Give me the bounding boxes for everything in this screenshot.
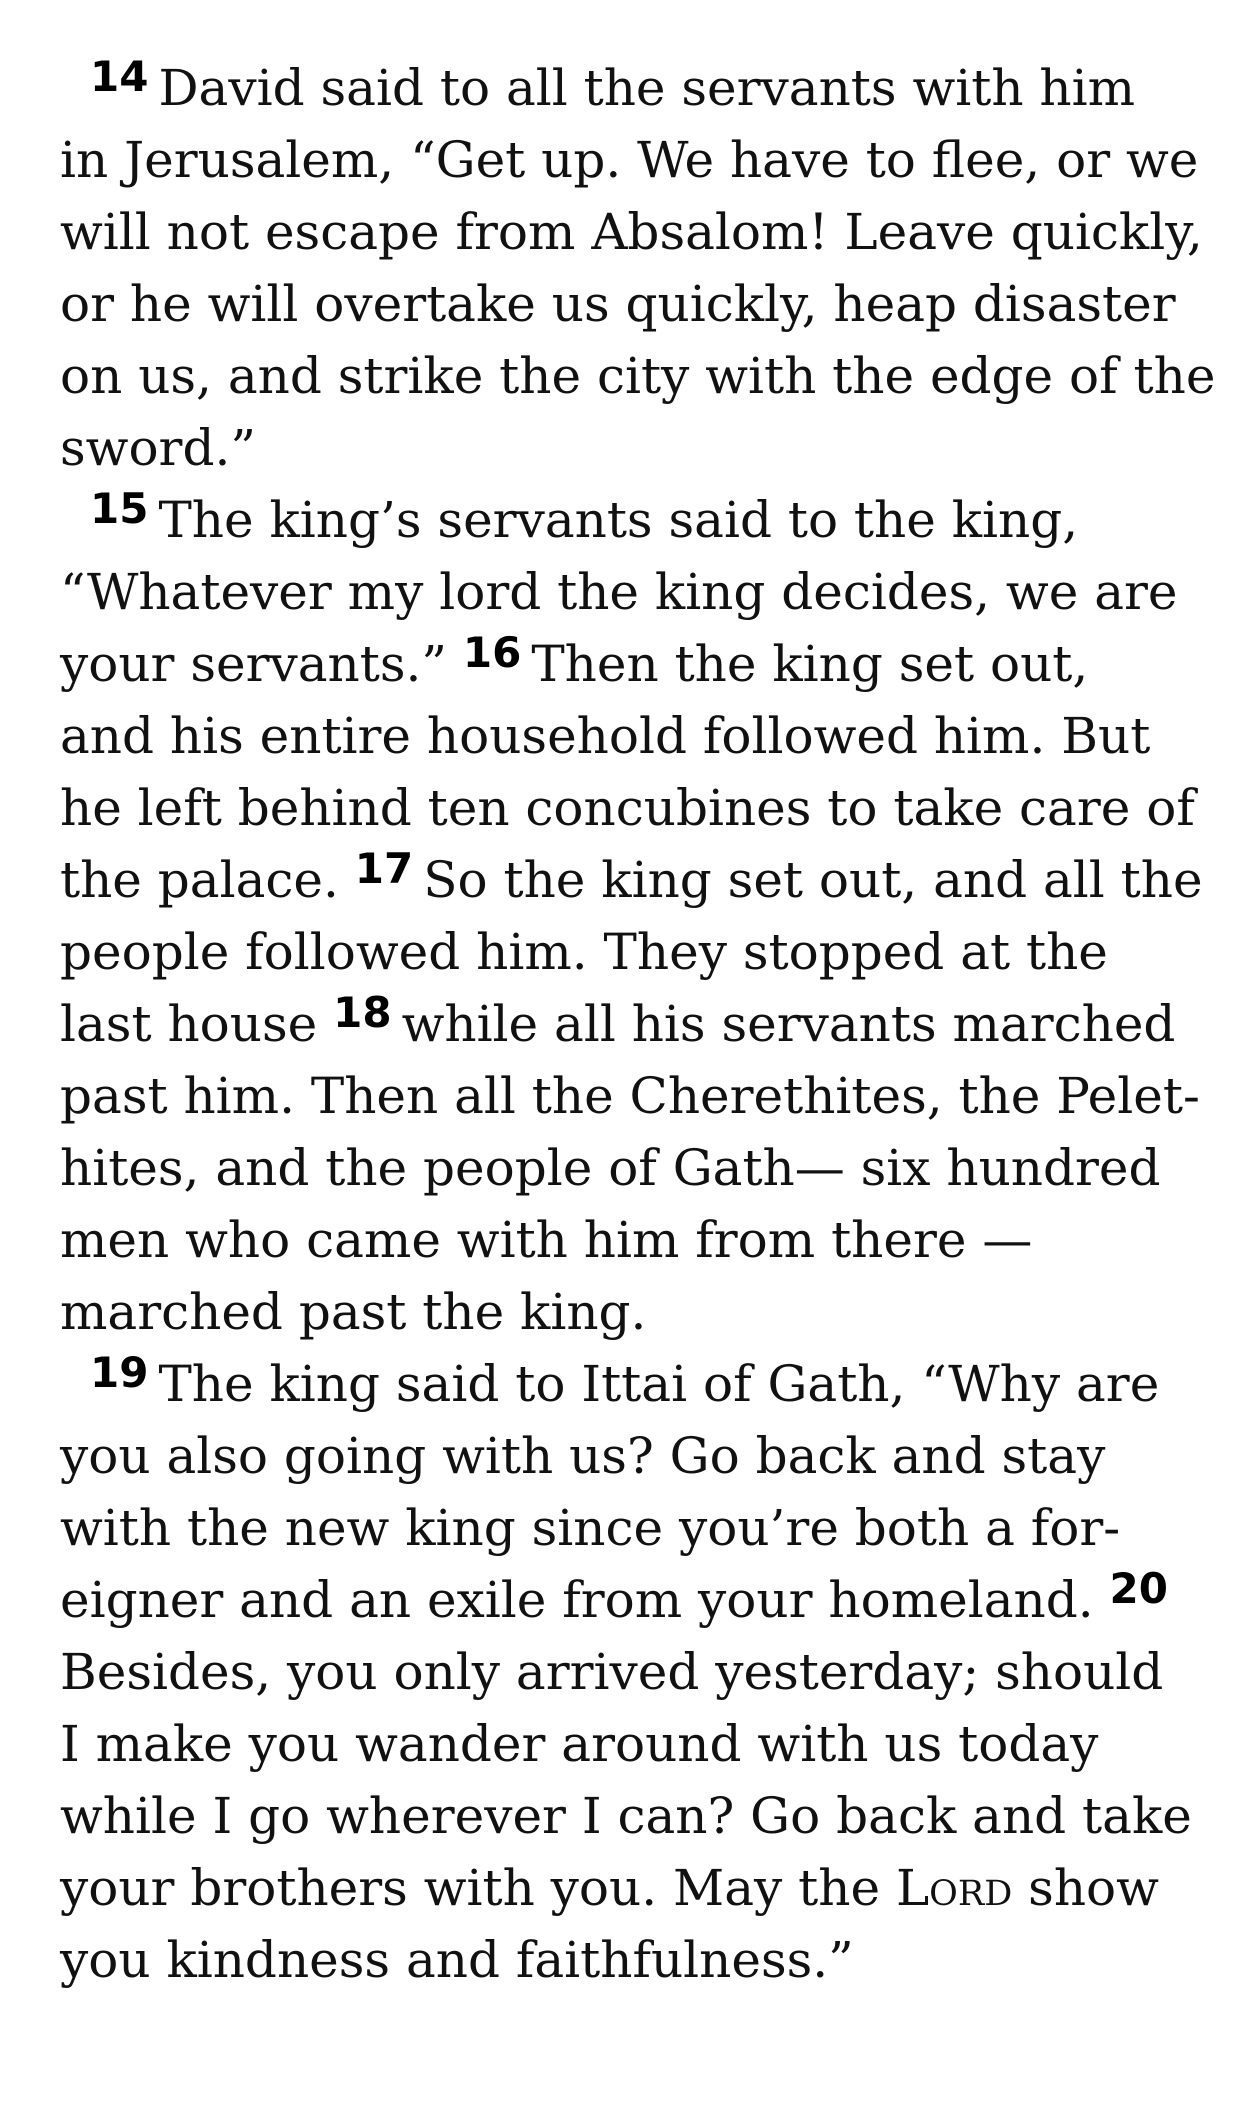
- verse-number: 14: [90, 52, 149, 101]
- verse-text: with the new king since you’re both a for-: [60, 1499, 1121, 1557]
- verse-text: your brothers with you. May the: [60, 1859, 881, 1917]
- text-line: [60, 1780, 1200, 1852]
- text-line: [60, 484, 1200, 556]
- verse-text: sword.”: [60, 419, 256, 477]
- verse-number: 17: [354, 844, 414, 893]
- text-line: [60, 52, 1200, 124]
- verse-text: people followed him. They stopped at the: [60, 923, 1108, 981]
- verse-text: men who came with him from there —: [60, 1211, 1033, 1269]
- text-line: [60, 628, 1200, 700]
- verse-text: your servants.”: [60, 635, 447, 693]
- verse-text: or he will overtake us quickly, heap disaster: [60, 275, 1176, 333]
- text-line: [60, 268, 1200, 340]
- text-line: [60, 1708, 1200, 1780]
- verse-text: “Whatever my lord the king decides, we are: [60, 563, 1178, 621]
- verse-text: while I go wherever I can? Go back and take: [60, 1787, 1192, 1845]
- verse-number: 18: [333, 988, 392, 1037]
- verse-text: Then the king set out,: [531, 635, 1089, 693]
- verse-text: while all his servants marched: [401, 995, 1176, 1053]
- text-line: [60, 1132, 1200, 1204]
- verse-text: Besides, you only arrived yesterday; should: [60, 1643, 1164, 1701]
- text-line: [60, 1348, 1200, 1420]
- verse-text: will not escape from Absalom! Leave quickly,: [60, 203, 1203, 261]
- verse-text: David said to all the servants with him: [158, 59, 1136, 117]
- verse-text: So the king set out, and all the: [423, 851, 1203, 909]
- verse-text: you also going with us? Go back and stay: [60, 1427, 1106, 1485]
- verse-number: 20: [1109, 1564, 1168, 1613]
- text-line: [60, 1636, 1200, 1708]
- verse-text: he left behind ten concubines to take care of: [60, 779, 1195, 837]
- text-line: [60, 124, 1200, 196]
- verse-text: hites, and the people of Gath— six hundred: [60, 1139, 1161, 1197]
- text-line: [60, 772, 1200, 844]
- text-line: [60, 988, 1200, 1060]
- divine-name-lord: Lord: [895, 1859, 1013, 1917]
- text-line: [60, 556, 1200, 628]
- verse-text: The king’s servants said to the king,: [158, 491, 1079, 549]
- verse-text: on us, and strike the city with the edge of the: [60, 347, 1216, 405]
- verse-number: 16: [462, 628, 522, 677]
- verse-text: show: [1028, 1859, 1159, 1917]
- verse-text: eigner and an exile from your homeland.: [60, 1571, 1094, 1629]
- text-line: [60, 916, 1200, 988]
- text-line: [60, 412, 1200, 484]
- text-line: [60, 1852, 1200, 1924]
- text-line: [60, 340, 1216, 412]
- text-line: [60, 1492, 1200, 1564]
- text-line: [60, 196, 1203, 268]
- verse-text: and his entire household followed him. But: [60, 707, 1151, 765]
- text-line: [60, 844, 1203, 916]
- text-line: [60, 1564, 1200, 1636]
- verse-text: past him. Then all the Cherethites, the Pelet-: [60, 1067, 1200, 1125]
- verse-text: The king said to Ittai of Gath, “Why are: [158, 1355, 1160, 1413]
- text-line: [60, 1420, 1200, 1492]
- verse-text: last house: [60, 995, 318, 1053]
- text-line: [60, 1060, 1200, 1132]
- scripture-passage: [60, 52, 1216, 1996]
- verse-text: I make you wander around with us today: [60, 1715, 1099, 1773]
- verse-text: you kindness and faithfulness.”: [60, 1931, 854, 1989]
- verse-number: 15: [90, 484, 149, 533]
- verse-text: the palace.: [60, 851, 339, 909]
- text-line: [60, 700, 1200, 772]
- text-line: [60, 1924, 1200, 1996]
- verse-number: 19: [90, 1348, 149, 1397]
- text-line: [60, 1276, 1200, 1348]
- verse-text: marched past the king.: [60, 1283, 647, 1341]
- verse-text: in Jerusalem, “Get up. We have to flee, or we: [60, 131, 1199, 189]
- text-line: [60, 1204, 1200, 1276]
